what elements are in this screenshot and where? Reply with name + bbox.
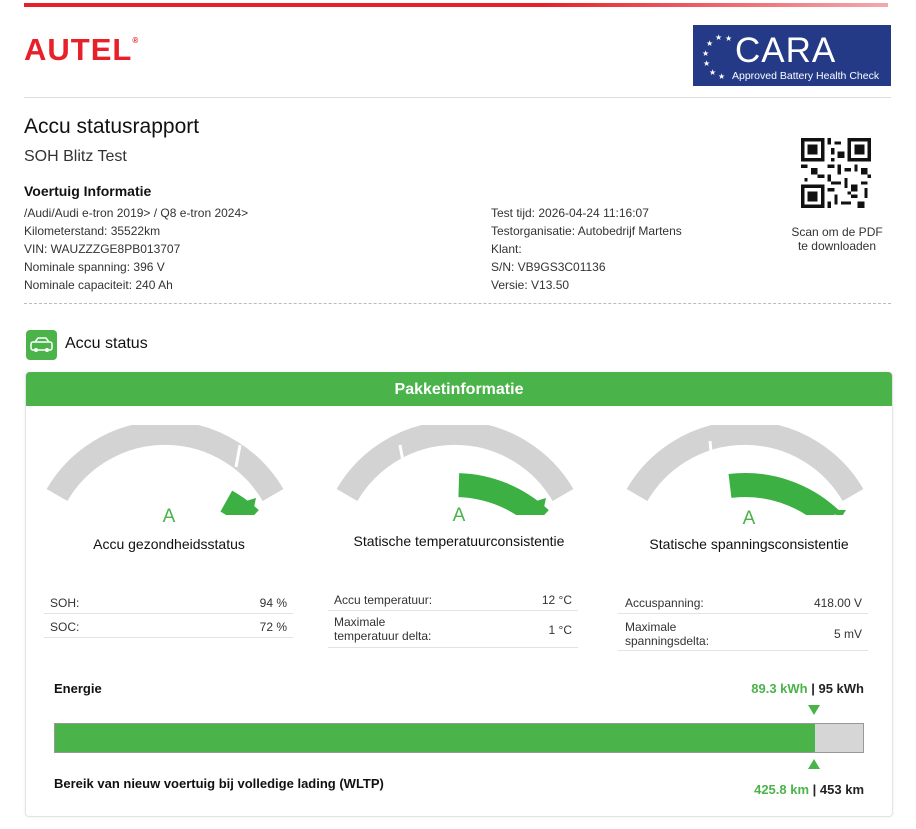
cara-subtitle: Approved Battery Health Check [732,70,880,82]
vehicle-nominal-capacity: Nominale capaciteit: 240 Ah [24,278,173,292]
max-temp-delta-label: Maximale temperatuur delta: [334,615,432,643]
table-row [625,596,862,612]
range-current: 425.8 km [754,782,810,797]
car-battery-icon [26,330,57,360]
energy-values [751,681,864,696]
soc-value: 72 % [259,620,287,634]
battery-temp-label: Accu temperatuur: [334,593,433,607]
energy-label: Energie [54,681,102,696]
test-time: Test tijd: 2026-04-24 11:16:07 [491,206,649,220]
grade-voltage: A [742,508,756,529]
temperature-table [328,588,578,650]
gauge-health [40,425,300,515]
vehicle-info-left [24,204,248,294]
soh-label: SOH: [50,596,80,610]
vehicle-nominal-voltage: Nominale spanning: 396 V [24,260,165,274]
section-divider [24,303,891,304]
range-values [754,782,864,797]
gauge-temperature [330,425,590,515]
vehicle-vin: VIN: WAUZZZGE8PB013707 [24,242,181,256]
version: Versie: V13.50 [491,278,570,292]
battery-status-heading: Accu status [65,335,148,352]
row-divider [618,650,868,651]
gauge-voltage [620,425,880,515]
table-row [334,615,572,645]
gauge-voltage-label: Statische spanningsconsistentie [649,536,849,552]
grade-health: A [162,506,176,527]
header-divider [24,97,891,98]
max-temp-delta-value: 1 °C [548,623,572,637]
energy-max: 95 kWh [818,681,864,696]
energy-current: 89.3 kWh [751,681,808,696]
row-divider [328,610,578,611]
row-divider [618,613,868,614]
package-info-title: Pakketinformatie [26,372,892,406]
row-divider [328,647,578,648]
customer: Klant: [491,242,522,256]
max-voltage-delta-label: Maximale spanningsdelta: [625,620,710,648]
table-row [625,620,862,650]
max-voltage-delta-value: 5 mV [833,627,862,641]
battery-temp-value: 12 °C [541,593,572,607]
health-table [44,588,293,648]
cara-badge: ★ ★ ★ ★ ★ ★ ★ CARA Approved Battery Health Check [693,25,891,86]
range-marker-icon [808,759,820,769]
range-label: Bereik van nieuw voertuig bij volledige lading (WLTP) [54,776,384,791]
vehicle-model: /Audi/Audi e-tron 2019> / Q8 e-tron 2024> [24,206,249,220]
soc-label: SOC: [50,620,80,634]
energy-bar [54,723,864,753]
table-row [50,620,287,636]
qr-code-icon[interactable] [801,138,871,208]
energy-sep: | [807,681,819,696]
serial-number: S/N: VB9GS3C01136 [491,260,606,274]
row-divider [44,637,293,638]
vehicle-info-right [491,204,682,294]
row-divider [44,613,293,614]
grade-temperature: A [452,505,466,526]
energy-bar-fill [55,724,815,752]
top-accent-bar [24,3,888,7]
qr-caption-line1: Scan om de PDF [791,225,883,239]
autel-logo: AUTEL® [24,32,140,67]
table-row [50,596,287,612]
voltage-table [618,588,868,652]
report-title: Accu statusrapport [24,115,200,138]
gauge-temperature-label: Statische temperatuurconsistentie [353,533,565,549]
vehicle-mileage: Kilometerstand: 35522km [24,224,161,238]
range-max: 453 km [819,782,864,797]
qr-caption [786,225,888,253]
table-row [334,593,572,609]
soh-value: 94 % [259,596,287,610]
vehicle-info-heading: Voertuig Informatie [24,183,152,199]
gauge-health-label: Accu gezondheidsstatus [93,536,245,552]
energy-marker-icon [808,705,820,715]
report-subtitle: SOH Blitz Test [24,148,127,165]
battery-voltage-label: Accuspanning: [625,596,704,610]
test-organisation: Testorganisatie: Autobedrijf Martens [491,224,682,238]
qr-caption-line2: te downloaden [797,239,877,253]
range-sep: | [809,782,820,797]
battery-voltage-value: 418.00 V [813,596,862,610]
cara-title: CARA [735,31,837,70]
